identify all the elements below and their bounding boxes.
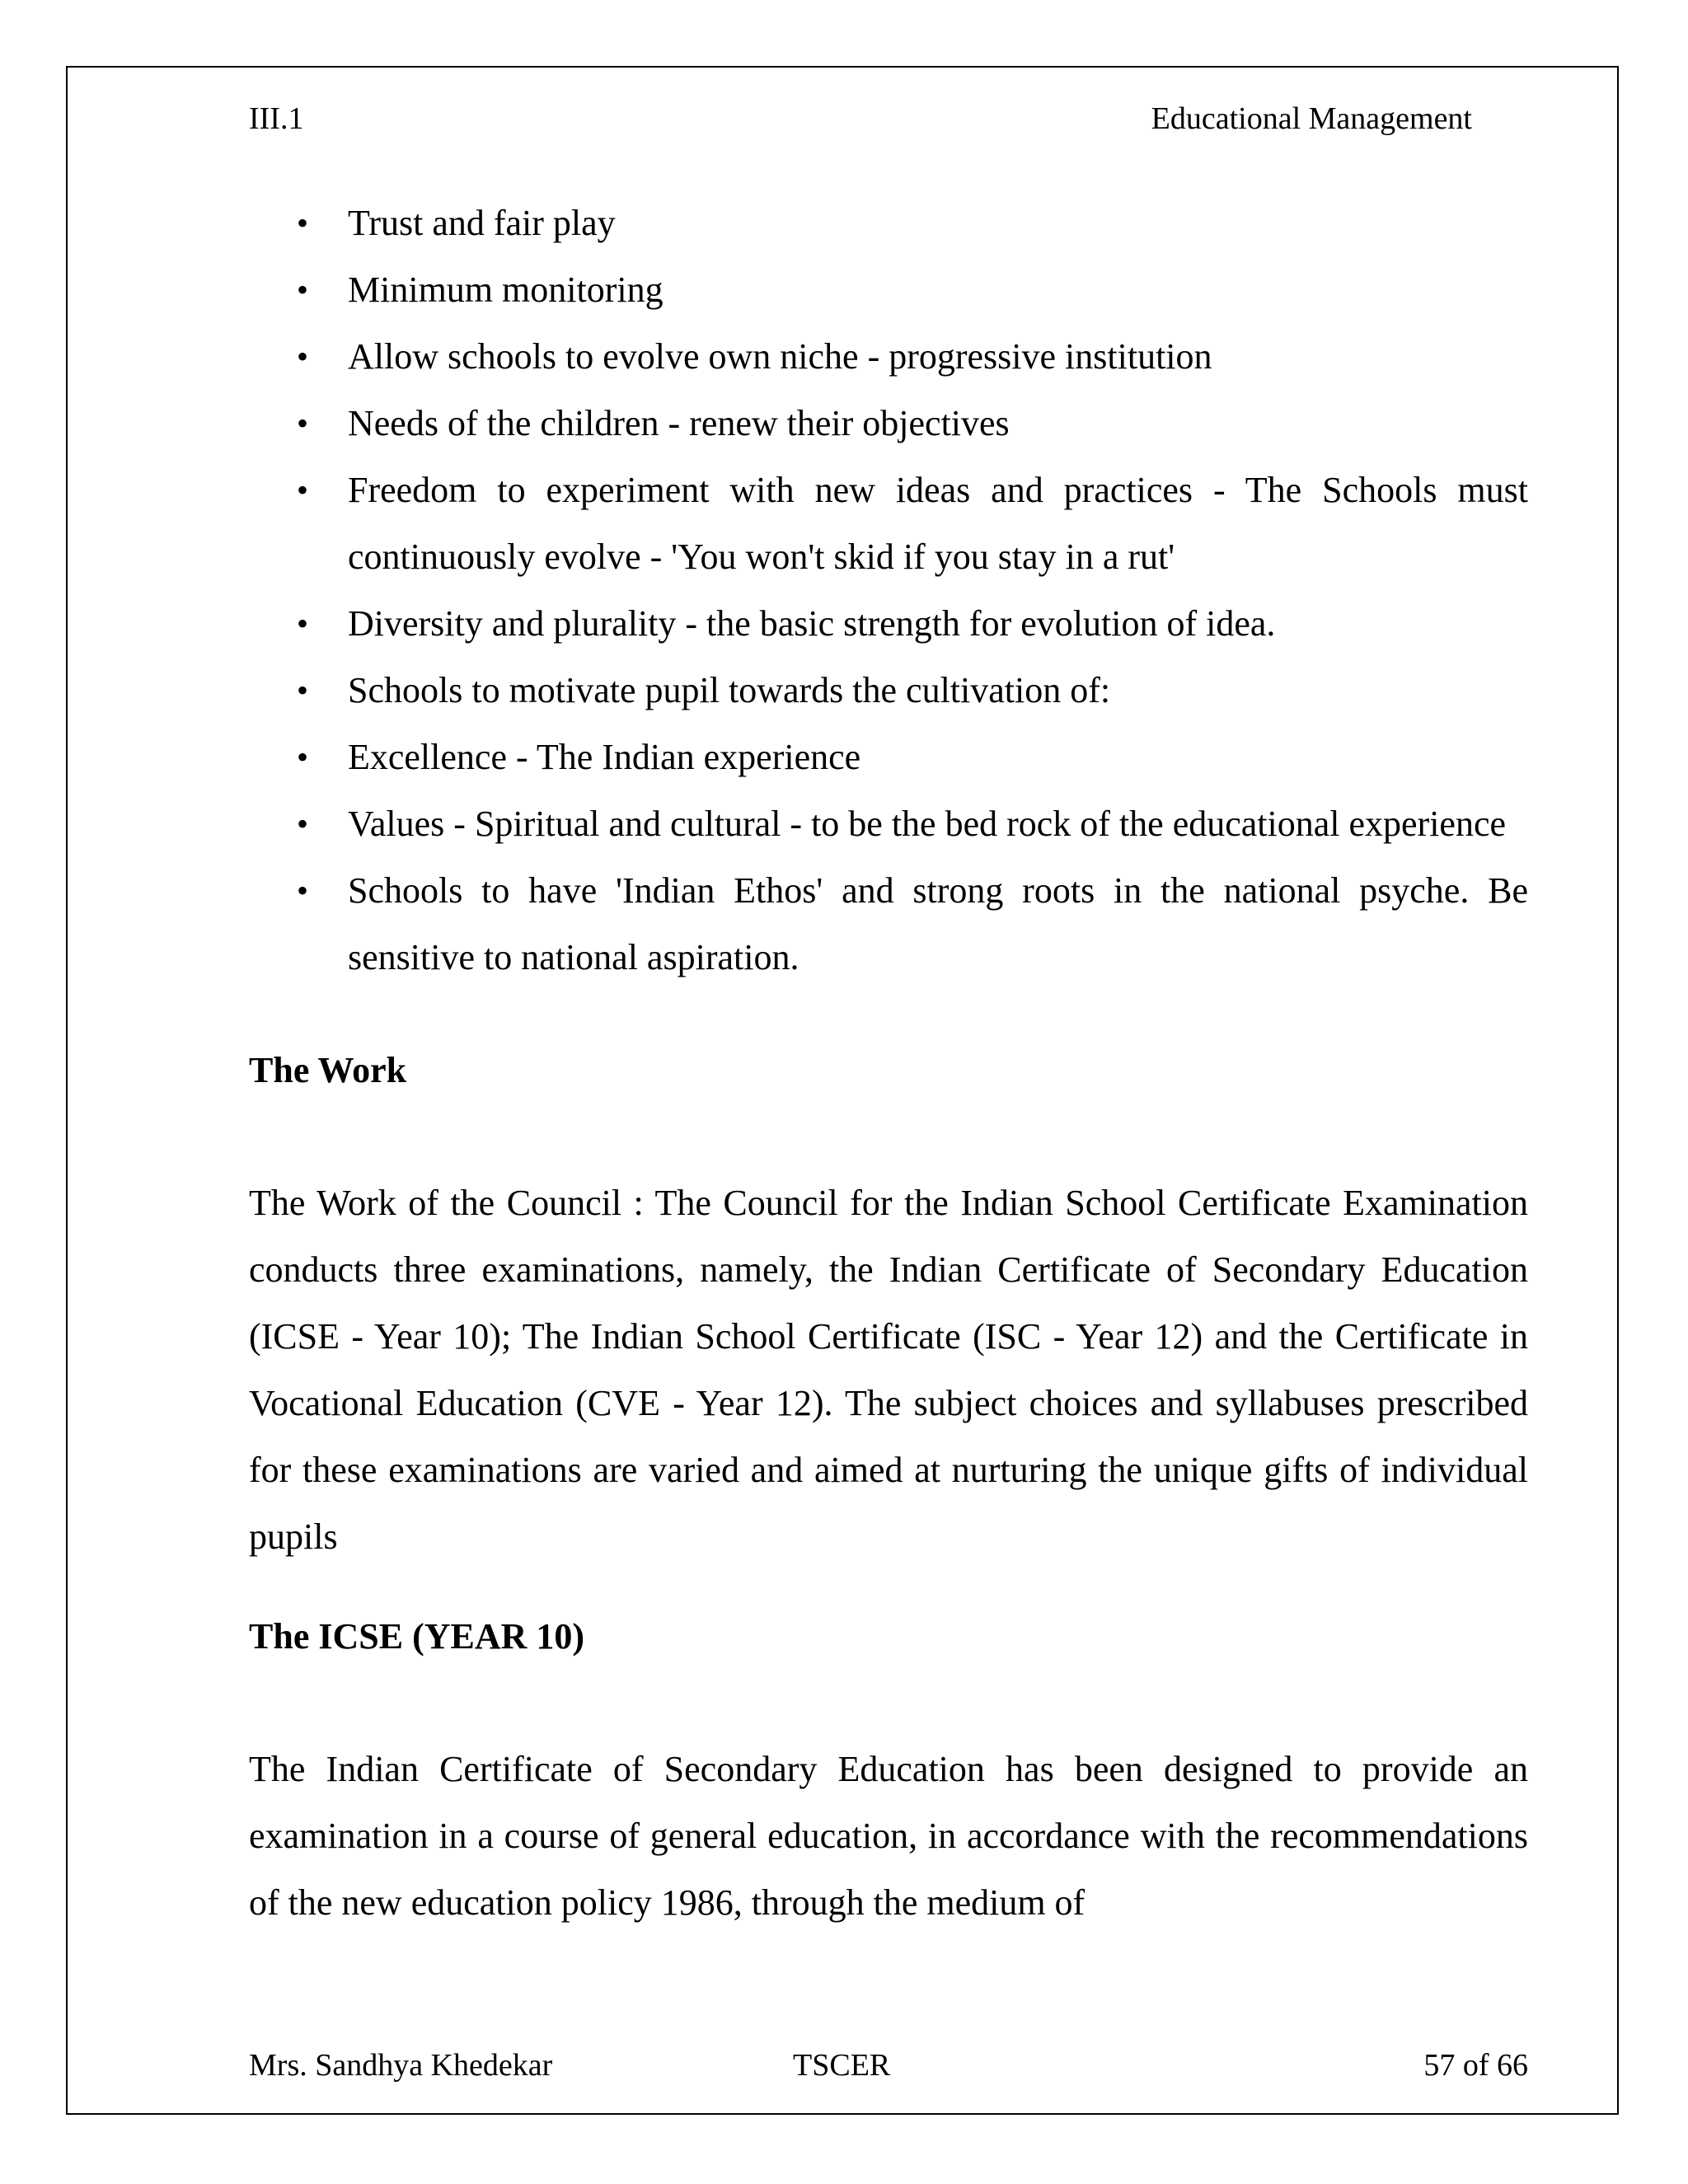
list-item-text: Minimum monitoring xyxy=(348,269,663,310)
list-item xyxy=(249,256,1528,323)
list-item-text: Values - Spiritual and cultural - to be the bed rock of the educational experience xyxy=(348,804,1507,844)
list-item xyxy=(249,190,1528,256)
footer-page-number: 57 of 66 xyxy=(1423,2048,1528,2083)
list-item xyxy=(249,590,1528,657)
list-item xyxy=(249,323,1528,390)
bullet-icon: • xyxy=(297,405,309,442)
list-item-text: Schools to have 'Indian Ethos' and strong roots in the national psyche. Be sensitive to national aspiration. xyxy=(348,870,1528,977)
bullet-icon: • xyxy=(297,471,309,509)
list-item xyxy=(249,857,1528,991)
bullet-icon: • xyxy=(297,338,309,375)
header-title: Educational Management xyxy=(1151,101,1472,136)
list-item xyxy=(249,457,1528,590)
bullet-icon: • xyxy=(297,605,309,642)
list-item-text: Allow schools to evolve own niche - progressive institution xyxy=(348,336,1212,377)
bullet-icon: • xyxy=(297,805,309,842)
bullet-icon: • xyxy=(297,204,309,241)
section-heading-icse: The ICSE (YEAR 10) xyxy=(249,1616,585,1657)
page-content xyxy=(249,190,1528,1936)
footer-author: Mrs. Sandhya Khedekar xyxy=(249,2048,553,2083)
paragraph-work: The Work of the Council : The Council for the Indian School Certificate Examination conducts three examinations, namely, the Indian Certificate of Secondary Education (ICSE - Year 10); The Indian School Certificate (ISC - Year 12) and the Certificate in Vocational Education (CVE - Year 12). The subject choices and syllabuses prescribed for these examinations are varied and aimed at nurturing the unique gifts of individual pupils xyxy=(249,1183,1528,1557)
list-item xyxy=(249,657,1528,724)
paragraph-icse: The Indian Certificate of Secondary Education has been designed to provide an examination in a course of general education, in accordance with the recommendations of the new education policy 1986, through the medium of xyxy=(249,1749,1528,1923)
bullet-icon: • xyxy=(297,872,309,909)
list-item-text: Diversity and plurality - the basic strength for evolution of idea. xyxy=(348,603,1276,644)
bullet-icon: • xyxy=(297,271,309,308)
header-section-number: III.1 xyxy=(249,101,304,136)
list-item-text: Trust and fair play xyxy=(348,203,616,243)
section-heading-work: The Work xyxy=(249,1050,407,1090)
bullet-icon: • xyxy=(297,672,309,709)
list-item-text: Freedom to experiment with new ideas and practices - The Schools must continuously evolve - 'You won't skid if you stay in a rut' xyxy=(348,470,1528,577)
list-item xyxy=(249,390,1528,457)
bullet-icon: • xyxy=(297,738,309,776)
list-item-text: Schools to motivate pupil towards the cultivation of: xyxy=(348,670,1111,710)
list-item xyxy=(249,724,1528,790)
list-item xyxy=(249,790,1528,857)
list-item-text: Excellence - The Indian experience xyxy=(348,737,861,777)
list-item-text: Needs of the children - renew their objectives xyxy=(348,403,1010,443)
bullet-list xyxy=(249,190,1528,991)
footer-institution: TSCER xyxy=(793,2048,891,2083)
